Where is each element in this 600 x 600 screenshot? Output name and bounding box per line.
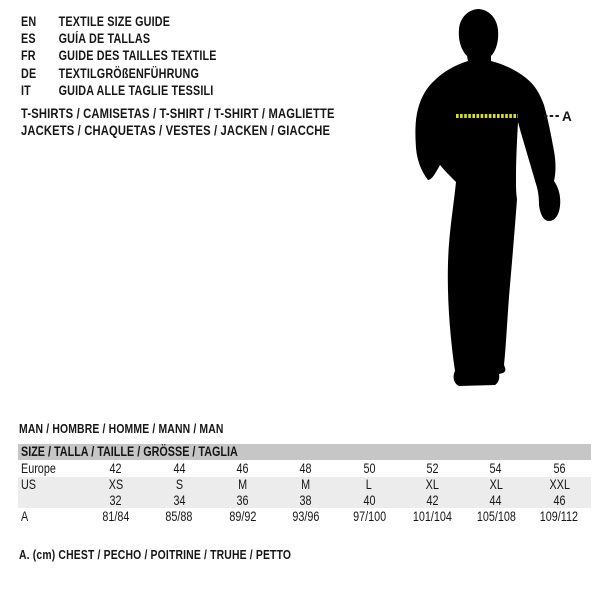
language-row bbox=[21, 47, 217, 64]
cell-text: 56 bbox=[553, 460, 566, 476]
table-cell bbox=[338, 460, 401, 477]
cell-text: M bbox=[301, 477, 311, 493]
cell-text: 81/84 bbox=[102, 508, 130, 524]
language-title: GUIDE DES TAILLES TEXTILE bbox=[58, 48, 217, 64]
size-table-header-text: SIZE / TALLA / TAILLE / GRÖSSE / TAGLIA bbox=[21, 444, 238, 460]
language-title: GUÍA DE TALLAS bbox=[58, 31, 151, 47]
table-cell bbox=[464, 477, 527, 493]
language-row bbox=[21, 82, 217, 99]
size-row-europe bbox=[18, 460, 591, 477]
cell-text: 38 bbox=[299, 492, 312, 508]
cell-text: 44 bbox=[489, 492, 502, 508]
language-row bbox=[21, 30, 217, 47]
cell-text: 42 bbox=[426, 492, 439, 508]
language-code: IT bbox=[21, 82, 31, 98]
table-cell bbox=[147, 508, 210, 525]
table-cell bbox=[147, 477, 210, 493]
row-label-text: Europe bbox=[21, 460, 56, 476]
measurement-footnote bbox=[19, 547, 359, 562]
table-cell bbox=[338, 493, 401, 508]
cell-text: 42 bbox=[109, 460, 122, 476]
table-cell bbox=[401, 493, 464, 508]
cell-text: 54 bbox=[489, 460, 502, 476]
cell-text: 97/100 bbox=[352, 508, 386, 524]
table-cell bbox=[211, 460, 274, 477]
table-cell bbox=[274, 508, 337, 525]
table-cell bbox=[338, 477, 401, 493]
table-cell bbox=[84, 508, 147, 525]
cell-text: 101/104 bbox=[413, 508, 453, 524]
cell-text: 40 bbox=[363, 492, 376, 508]
language-title: TEXTILE SIZE GUIDE bbox=[58, 14, 171, 30]
table-cell bbox=[274, 493, 337, 508]
language-title: TEXTILGRÖßENFÜHRUNG bbox=[58, 65, 200, 81]
table-cell bbox=[84, 477, 147, 493]
table-cell bbox=[401, 477, 464, 493]
section-title-man-text: MAN / HOMBRE / HOMME / MANN / MAN bbox=[19, 421, 224, 436]
table-cell bbox=[274, 477, 337, 493]
measurement-footnote-text: A. (cm) CHEST / PECHO / POITRINE / TRUHE / PETTO bbox=[19, 547, 292, 562]
size-table bbox=[18, 444, 591, 525]
cell-text: XL bbox=[489, 477, 503, 493]
row-label-text: A bbox=[21, 508, 29, 524]
measure-label-a: A bbox=[562, 109, 572, 124]
language-code: ES bbox=[21, 31, 36, 47]
table-cell bbox=[84, 493, 147, 508]
row-label bbox=[18, 477, 84, 493]
table-cell bbox=[211, 477, 274, 493]
size-row-us bbox=[18, 477, 591, 493]
category-line-tshirts-text: T-SHIRTS / CAMISETAS / T-SHIRT / T-SHIRT / MAGLIETTE bbox=[21, 105, 335, 121]
table-cell bbox=[401, 460, 464, 477]
size-table-header-cell bbox=[18, 444, 591, 460]
cell-text: S bbox=[175, 477, 183, 493]
cell-text: XS bbox=[108, 477, 123, 493]
language-code: FR bbox=[21, 48, 36, 64]
cell-text: 46 bbox=[236, 460, 249, 476]
cell-text: 85/88 bbox=[165, 508, 193, 524]
size-table-header-row bbox=[18, 444, 591, 460]
table-cell bbox=[84, 460, 147, 477]
section-title-man bbox=[19, 421, 275, 436]
table-cell bbox=[464, 493, 527, 508]
man-silhouette bbox=[415, 9, 560, 386]
language-row bbox=[21, 13, 217, 30]
table-cell bbox=[528, 477, 591, 493]
cell-text: 50 bbox=[363, 460, 376, 476]
cell-text: XL bbox=[425, 477, 440, 493]
table-cell bbox=[528, 460, 591, 477]
language-code: EN bbox=[21, 14, 37, 30]
language-title: GUIDA ALLE TAGLIE TESSILI bbox=[58, 82, 214, 98]
category-list bbox=[21, 105, 413, 138]
size-row-chest-a bbox=[18, 508, 591, 525]
row-label bbox=[18, 508, 84, 525]
table-cell bbox=[401, 508, 464, 525]
table-cell bbox=[274, 460, 337, 477]
cell-text: 44 bbox=[173, 460, 186, 476]
cell-text: 46 bbox=[553, 492, 566, 508]
language-code: DE bbox=[21, 65, 37, 81]
category-line-tshirts bbox=[21, 105, 413, 122]
row-label bbox=[18, 460, 84, 477]
cell-text: 36 bbox=[236, 492, 249, 508]
cell-text: 109/112 bbox=[540, 508, 579, 524]
cell-text: 32 bbox=[109, 492, 122, 508]
table-cell bbox=[464, 508, 527, 525]
cell-text: 89/92 bbox=[228, 508, 256, 524]
table-cell bbox=[147, 493, 210, 508]
category-line-jackets-text: JACKETS / CHAQUETAS / VESTES / JACKEN / GIACCHE bbox=[21, 121, 331, 138]
table-cell bbox=[464, 460, 527, 477]
table-cell bbox=[528, 493, 591, 508]
table-cell bbox=[147, 460, 210, 477]
row-label bbox=[18, 493, 84, 508]
cell-text: 105/108 bbox=[476, 508, 516, 524]
cell-text: XXL bbox=[549, 477, 570, 493]
table-cell bbox=[211, 508, 274, 525]
size-row-us-numeric bbox=[18, 493, 591, 508]
table-cell bbox=[211, 493, 274, 508]
cell-text: L bbox=[366, 477, 373, 493]
language-list bbox=[21, 13, 266, 99]
language-row bbox=[21, 65, 217, 82]
table-cell bbox=[338, 508, 401, 525]
table-cell bbox=[528, 508, 591, 525]
row-label-text: US bbox=[21, 477, 37, 493]
cell-text: 34 bbox=[173, 492, 186, 508]
cell-text: 93/96 bbox=[292, 508, 320, 524]
cell-text: 52 bbox=[426, 460, 439, 476]
category-line-jackets bbox=[21, 122, 413, 139]
cell-text: 48 bbox=[299, 460, 312, 476]
cell-text: M bbox=[237, 477, 247, 493]
